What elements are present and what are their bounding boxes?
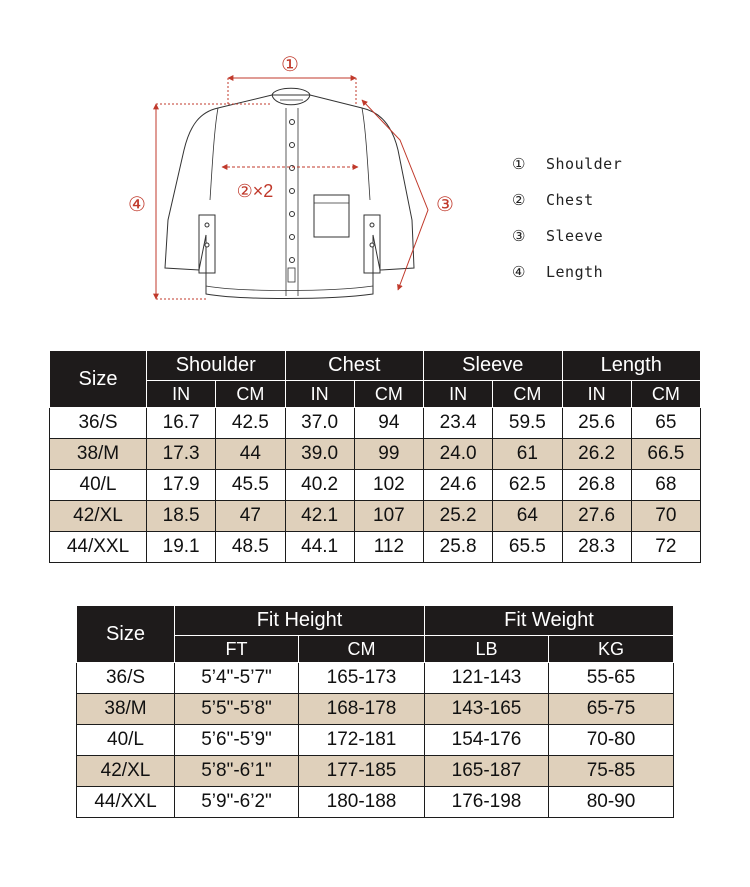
table-row xyxy=(50,439,701,470)
value-cell: 48.5 xyxy=(216,532,285,563)
value-cell: 47 xyxy=(216,501,285,532)
table-row xyxy=(50,408,701,439)
value-cell: 16.7 xyxy=(147,408,216,439)
table-row xyxy=(50,470,701,501)
value-cell: 17.9 xyxy=(147,470,216,501)
value-cell: 55-65 xyxy=(549,663,674,694)
group-header-length: Length xyxy=(562,351,701,381)
table-row xyxy=(77,725,674,756)
value-cell: 107 xyxy=(354,501,423,532)
unit-header: LB xyxy=(425,636,549,663)
size-cell: 36/S xyxy=(77,663,175,694)
value-cell: 40.2 xyxy=(285,470,354,501)
value-cell: 44 xyxy=(216,439,285,470)
value-cell: 26.8 xyxy=(562,470,631,501)
size-cell: 38/M xyxy=(77,694,175,725)
unit-header: IN xyxy=(424,381,493,408)
unit-header: IN xyxy=(562,381,631,408)
value-cell: 42.1 xyxy=(285,501,354,532)
value-cell: 5’6"-5’9" xyxy=(175,725,299,756)
size-header: Size xyxy=(50,351,147,408)
legend-number: ① xyxy=(512,155,526,173)
size-cell: 42/XL xyxy=(50,501,147,532)
value-cell: 28.3 xyxy=(562,532,631,563)
size-cell: 44/XXL xyxy=(50,532,147,563)
value-cell: 26.2 xyxy=(562,439,631,470)
unit-header: KG xyxy=(549,636,674,663)
value-cell: 24.0 xyxy=(424,439,493,470)
value-cell: 165-187 xyxy=(425,756,549,787)
value-cell: 70-80 xyxy=(549,725,674,756)
legend-item-chest xyxy=(512,182,622,218)
value-cell: 177-185 xyxy=(299,756,425,787)
value-cell: 65 xyxy=(631,408,700,439)
value-cell: 70 xyxy=(631,501,700,532)
value-cell: 42.5 xyxy=(216,408,285,439)
value-cell: 72 xyxy=(631,532,700,563)
legend-label: Sleeve xyxy=(546,227,604,245)
value-cell: 25.6 xyxy=(562,408,631,439)
value-cell: 45.5 xyxy=(216,470,285,501)
value-cell: 5’8"-6’1" xyxy=(175,756,299,787)
unit-header: IN xyxy=(285,381,354,408)
shirt-buttons xyxy=(205,120,374,263)
value-cell: 65.5 xyxy=(493,532,562,563)
shoulder-marker: ① xyxy=(281,54,299,76)
chest-marker: ②×2 xyxy=(236,181,274,201)
value-cell: 65-75 xyxy=(549,694,674,725)
value-cell: 24.6 xyxy=(424,470,493,501)
value-cell: 112 xyxy=(354,532,423,563)
value-cell: 5’5"-5’8" xyxy=(175,694,299,725)
value-cell: 39.0 xyxy=(285,439,354,470)
size-header: Size xyxy=(77,606,175,663)
value-cell: 165-173 xyxy=(299,663,425,694)
value-cell: 44.1 xyxy=(285,532,354,563)
legend-number: ③ xyxy=(512,227,526,245)
value-cell: 176-198 xyxy=(425,787,549,818)
unit-header: CM xyxy=(631,381,700,408)
group-header-chest: Chest xyxy=(285,351,424,381)
value-cell: 23.4 xyxy=(424,408,493,439)
value-cell: 25.2 xyxy=(424,501,493,532)
value-cell: 27.6 xyxy=(562,501,631,532)
shirt-outline xyxy=(165,88,414,298)
size-cell: 38/M xyxy=(50,439,147,470)
value-cell: 94 xyxy=(354,408,423,439)
legend-label: Length xyxy=(546,263,604,281)
value-cell: 17.3 xyxy=(147,439,216,470)
value-cell: 68 xyxy=(631,470,700,501)
measurement-legend xyxy=(512,146,622,290)
value-cell: 121-143 xyxy=(425,663,549,694)
table-row xyxy=(77,787,674,818)
legend-item-shoulder xyxy=(512,146,622,182)
table-row xyxy=(77,663,674,694)
value-cell: 62.5 xyxy=(493,470,562,501)
legend-number: ④ xyxy=(512,263,526,281)
legend-label: Shoulder xyxy=(546,155,623,173)
unit-header: IN xyxy=(147,381,216,408)
sleeve-marker: ③ xyxy=(436,194,454,216)
value-cell: 102 xyxy=(354,470,423,501)
group-header-fit-height: Fit Height xyxy=(175,606,425,636)
shirt-diagram xyxy=(0,0,750,330)
unit-header: CM xyxy=(216,381,285,408)
length-marker: ④ xyxy=(128,194,146,216)
unit-header: CM xyxy=(299,636,425,663)
table-row xyxy=(77,756,674,787)
size-cell: 36/S xyxy=(50,408,147,439)
value-cell: 37.0 xyxy=(285,408,354,439)
value-cell: 154-176 xyxy=(425,725,549,756)
size-cell: 40/L xyxy=(77,725,175,756)
length-measure xyxy=(156,104,272,299)
value-cell: 75-85 xyxy=(549,756,674,787)
value-cell: 19.1 xyxy=(147,532,216,563)
unit-header: FT xyxy=(175,636,299,663)
table-row xyxy=(50,532,701,563)
legend-item-length xyxy=(512,254,622,290)
legend-item-sleeve xyxy=(512,218,622,254)
size-cell: 40/L xyxy=(50,470,147,501)
value-cell: 80-90 xyxy=(549,787,674,818)
fit-table xyxy=(76,605,674,818)
value-cell: 61 xyxy=(493,439,562,470)
unit-header: CM xyxy=(493,381,562,408)
value-cell: 99 xyxy=(354,439,423,470)
sleeve-measure xyxy=(362,100,428,290)
value-cell: 143-165 xyxy=(425,694,549,725)
size-cell: 42/XL xyxy=(77,756,175,787)
value-cell: 18.5 xyxy=(147,501,216,532)
table-row xyxy=(50,501,701,532)
legend-number: ② xyxy=(512,191,526,209)
value-cell: 168-178 xyxy=(299,694,425,725)
legend-label: Chest xyxy=(546,191,594,209)
value-cell: 59.5 xyxy=(493,408,562,439)
value-cell: 64 xyxy=(493,501,562,532)
group-header-sleeve: Sleeve xyxy=(424,351,563,381)
value-cell: 180-188 xyxy=(299,787,425,818)
group-header-fit-weight: Fit Weight xyxy=(425,606,674,636)
value-cell: 25.8 xyxy=(424,532,493,563)
size-cell: 44/XXL xyxy=(77,787,175,818)
value-cell: 5’4"-5’7" xyxy=(175,663,299,694)
measurement-table xyxy=(49,350,701,563)
unit-header: CM xyxy=(354,381,423,408)
value-cell: 172-181 xyxy=(299,725,425,756)
group-header-shoulder: Shoulder xyxy=(147,351,286,381)
value-cell: 5’9"-6’2" xyxy=(175,787,299,818)
value-cell: 66.5 xyxy=(631,439,700,470)
table-row xyxy=(77,694,674,725)
